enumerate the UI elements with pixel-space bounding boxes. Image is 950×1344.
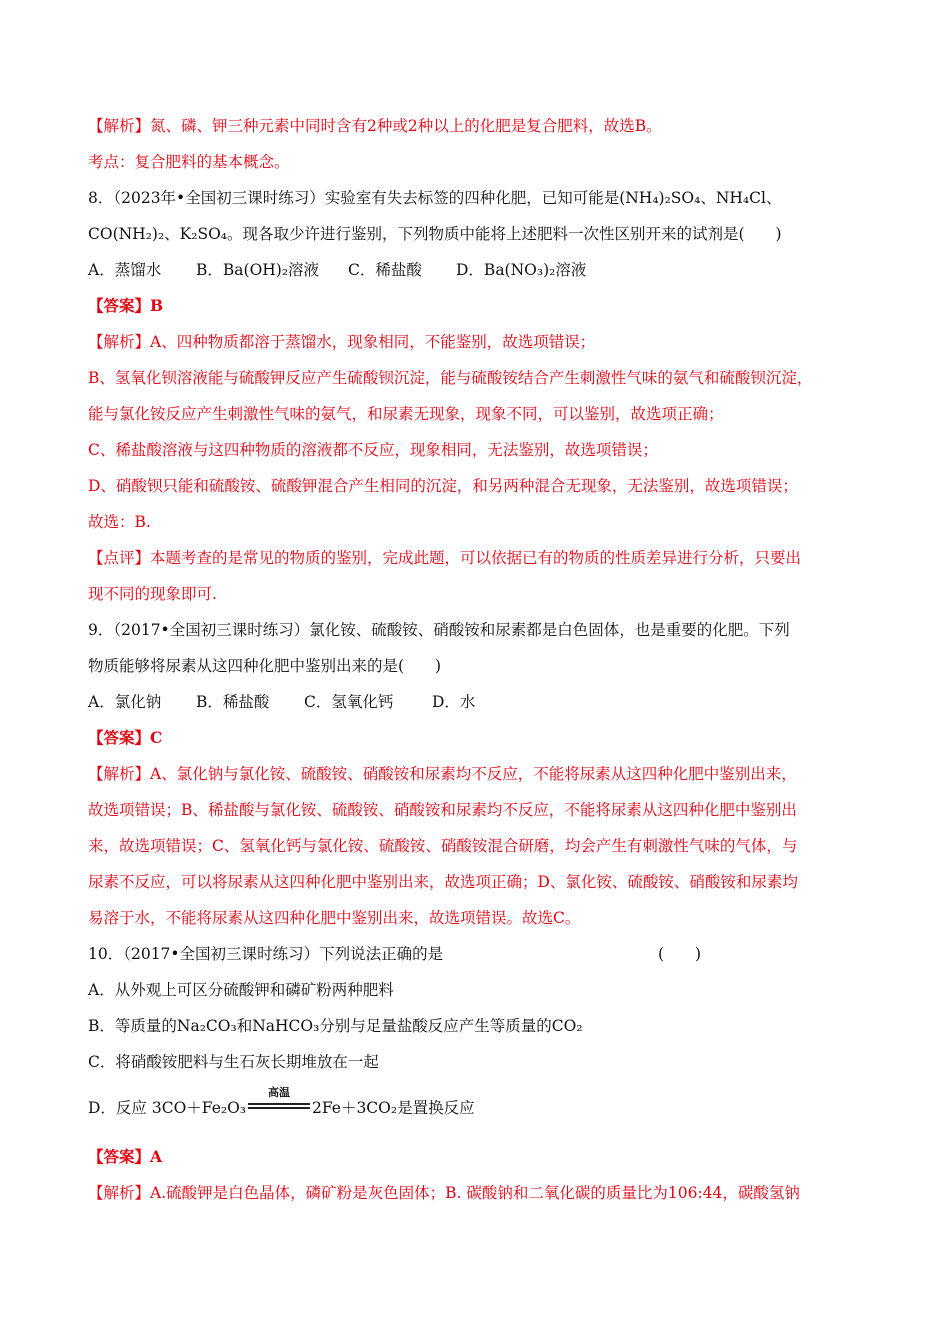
q10-option-d bbox=[88, 1086, 475, 1119]
reaction-condition-label: 高温 bbox=[268, 1086, 290, 1099]
q9-stem-line2: 物质能够将尿素从这四种化肥中鉴别出来的是( ) bbox=[88, 657, 442, 675]
q9-option-a: A．氯化钠 bbox=[88, 693, 162, 711]
q8-analysis-line3: 能与氯化铵反应产生刺激性气味的氨气，和尿素无现象，现象不同，可以鉴别，故选项正确； bbox=[88, 405, 724, 423]
equal-bar-bottom bbox=[248, 1107, 310, 1109]
q8-stem-line1: 8．（2023年•全国初三课时练习）实验室有失去标签的四种化肥，已知可能是(NH₄)₂SO₄、NH₄Cl、 bbox=[88, 189, 782, 207]
q9-analysis-line5: 易溶于水，不能将尿素从这四种化肥中鉴别出来，故选项错误。故选C。 bbox=[88, 909, 581, 927]
reaction-condition-arrow bbox=[248, 1086, 310, 1119]
q9-stem-line1: 9．（2017•全国初三课时练习）氯化铵、硫酸铵、硝酸铵和尿素都是白色固体，也是重要的化肥。下列 bbox=[88, 621, 790, 639]
q9-option-d: D．水 bbox=[432, 693, 476, 711]
q8-stem-line2: CO(NH₂)₂、K₂SO₄。现各取少许进行鉴别，下列物质中能将上述肥料一次性区别开来的试剂是( ) bbox=[88, 225, 782, 243]
q8-analysis-line2: B、氢氧化钡溶液能与硫酸钾反应产生硫酸钡沉淀，能与硫酸铵结合产生刺激性气味的氨气和硫酸钡沉淀， bbox=[88, 369, 813, 387]
q9-analysis-line2: 故选项错误；B、稀盐酸与氯化铵、硫酸铵、硝酸铵和尿素均不反应，不能将尿素从这四种化肥中鉴别出 bbox=[88, 801, 797, 819]
q8-analysis-line5: D、硝酸钡只能和硫酸铵、硫酸钾混合产生相同的沉淀，和另两种混合无现象，无法鉴别，故选项错误； bbox=[88, 477, 798, 495]
q8-options bbox=[88, 259, 586, 281]
q10-option-a: A．从外观上可区分硫酸钾和磷矿粉两种肥料 bbox=[88, 981, 394, 999]
q8-comment-line1: 【点评】本题考查的是常见的物质的鉴别，完成此题，可以依据已有的物质的性质差异进行分析，只要出 bbox=[88, 549, 802, 567]
q8-option-b: B．Ba(OH)₂溶液 bbox=[196, 261, 320, 279]
q7-point: 考点：复合肥料的基本概念。 bbox=[88, 153, 290, 171]
q9-answer: 【答案】C bbox=[88, 728, 163, 747]
q9-analysis-line1: 【解析】A、氯化钠与氯化铵、硫酸铵、硝酸铵和尿素均不反应，不能将尿素从这四种化肥中鉴别出来， bbox=[88, 765, 797, 783]
q9-options bbox=[88, 691, 475, 713]
q8-analysis-line6: 故选：B. bbox=[88, 513, 151, 531]
q8-comment-line2: 现不同的现象即可. bbox=[88, 585, 217, 603]
q9-analysis-line3: 来，故选项错误；C、氢氧化钙与氯化铵、硫酸铵、硝酸铵混合研磨，均会产生有刺激性气味的气体，与 bbox=[88, 837, 798, 855]
q8-option-a: A．蒸馏水 bbox=[88, 261, 162, 279]
q7-analysis: 【解析】氮、磷、钾三种元素中同时含有2种或2种以上的化肥是复合肥料，故选B。 bbox=[88, 117, 662, 135]
q9-analysis-line4: 尿素不反应，可以将尿素从这四种化肥中鉴别出来，故选项正确；D、氯化铵、硫酸铵、硝酸铵和尿素均 bbox=[88, 873, 798, 891]
q9-option-b: B．稀盐酸 bbox=[196, 693, 270, 711]
q10-option-c: C．将硝酸铵肥料与生石灰长期堆放在一起 bbox=[88, 1053, 379, 1071]
q8-option-d: D．Ba(NO₃)₂溶液 bbox=[456, 261, 587, 279]
q10-answer: 【答案】A bbox=[88, 1147, 163, 1166]
q9-option-c: C．氢氧化钙 bbox=[304, 693, 394, 711]
q10-stem: 10．（2017•全国初三课时练习）下列说法正确的是 bbox=[88, 945, 444, 963]
q8-answer: 【答案】B bbox=[88, 296, 164, 315]
q8-analysis-line1: 【解析】A、四种物质都溶于蒸馏水，现象相同，不能鉴别，故选项错误； bbox=[88, 333, 596, 351]
q10-analysis-line1: 【解析】A.硫酸钾是白色晶体，磷矿粉是灰色固体；B. 碳酸钠和二氧化碳的质量比为106:44，碳酸氢钠 bbox=[88, 1184, 800, 1202]
q10-option-d-right: 2Fe＋3CO₂是置换反应 bbox=[312, 1099, 475, 1117]
q8-analysis-line4: C、稀盐酸溶液与这四种物质的溶液都不反应，现象相同，无法鉴别，故选项错误； bbox=[88, 441, 658, 459]
q10-option-b: B．等质量的Na₂CO₃和NaHCO₃分别与足量盐酸反应产生等质量的CO₂ bbox=[88, 1017, 583, 1035]
q8-option-c: C．稀盐酸 bbox=[348, 261, 422, 279]
equal-bar-top bbox=[248, 1103, 310, 1105]
q10-answer-paren: ( ) bbox=[658, 945, 702, 963]
q10-option-d-left: D．反应 3CO＋Fe₂O₃ bbox=[88, 1099, 246, 1117]
